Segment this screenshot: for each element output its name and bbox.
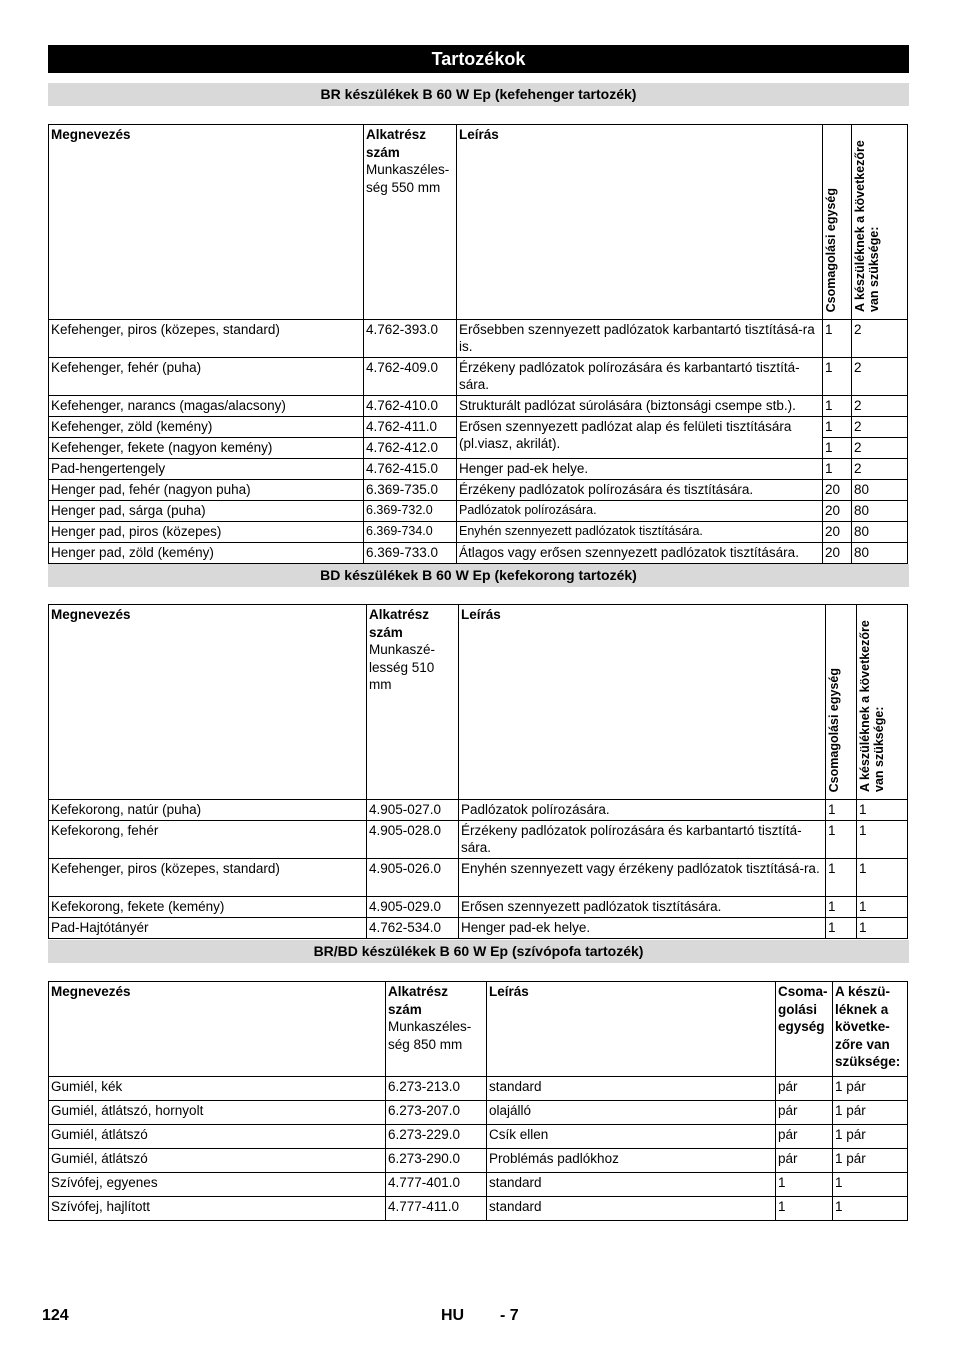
table-cell: 20 [823, 521, 852, 542]
table-cell: 1 [857, 799, 908, 820]
table-cell: Szívófej, hajlított [49, 1197, 386, 1221]
table-row [49, 1149, 908, 1173]
header-need: A készü-léknek a követke-zőre van szüksége: [833, 982, 908, 1077]
table-cell: standard [487, 1197, 776, 1221]
header-desc: Leírás [487, 982, 776, 1077]
table-cell: 1 [826, 896, 857, 917]
table-cell: 20 [823, 479, 852, 500]
table-cell: 1 [823, 458, 852, 479]
table-cell: standard [487, 1173, 776, 1197]
table-cell: 1 pár [833, 1149, 908, 1173]
header-part: Alkatrész szám Munkaszéles-ség 850 mm [386, 982, 487, 1077]
table-row [49, 799, 908, 820]
table-cell: 80 [852, 479, 908, 500]
table-cell: Henger pad, piros (közepes) [49, 521, 364, 542]
table-cell: pár [776, 1101, 833, 1125]
table-cell: Kefehenger, zöld (kemény) [49, 416, 364, 437]
table-cell: 4.762-409.0 [364, 357, 457, 395]
table-cell: 1 [823, 416, 852, 437]
table-cell: 1 [823, 357, 852, 395]
table-row [49, 1101, 908, 1125]
header-pack: Csomagolási egység [823, 125, 852, 320]
table-cell: 2 [852, 395, 908, 416]
table-cell: Pad-hengertengely [49, 458, 364, 479]
table-cell: 1 [857, 820, 908, 858]
table-cell: 4.905-028.0 [367, 820, 459, 858]
table-cell: Érzékeny padlózatok polírozására és tisztítására. [457, 479, 823, 500]
table-cell: Henger pad-ek helye. [457, 458, 823, 479]
header-pack: Csoma-golási egység [776, 982, 833, 1077]
table-cell: 4.905-027.0 [367, 799, 459, 820]
table-cell: pár [776, 1125, 833, 1149]
table-cell: Pad-Hajtótányér [49, 917, 367, 938]
table-cell: pár [776, 1149, 833, 1173]
table-cell: 4.905-029.0 [367, 896, 459, 917]
table-row [49, 357, 908, 395]
table-cell: 1 [823, 437, 852, 458]
table-cell: standard [487, 1077, 776, 1101]
table-cell: Henger pad, sárga (puha) [49, 500, 364, 521]
table-cell: Erősen szennyezett padlózat alap és felületi tisztítására (pl.viasz, akrilát). [457, 416, 823, 458]
table-cell: Gumiél, kék [49, 1077, 386, 1101]
table-cell: Enyhén szennyezett padlózatok tisztítására. [457, 521, 823, 542]
table-row [49, 1173, 908, 1197]
table-cell: 2 [852, 437, 908, 458]
table-cell: 1 pár [833, 1101, 908, 1125]
table-cell: 1 [833, 1173, 908, 1197]
page-title: Tartozékok [48, 45, 909, 73]
language-code: HU [441, 1307, 465, 1324]
table-cell: Henger pad, fehér (nagyon puha) [49, 479, 364, 500]
table-cell: 4.762-410.0 [364, 395, 457, 416]
table-cell: 20 [823, 542, 852, 563]
table-cell: Kefehenger, piros (közepes, standard) [49, 319, 364, 357]
table-row [49, 1077, 908, 1101]
table-cell: 1 [823, 319, 852, 357]
table-row [49, 1197, 908, 1221]
table-cell: Gumiél, átlátszó [49, 1149, 386, 1173]
table-cell: Kefehenger, fehér (puha) [49, 357, 364, 395]
header-desc: Leírás [459, 605, 826, 800]
table-cell: Henger pad-ek helye. [459, 917, 826, 938]
table-cell: Kefehenger, narancs (magas/alacsony) [49, 395, 364, 416]
table-cell: 4.762-415.0 [364, 458, 457, 479]
table-cell: 1 [833, 1197, 908, 1221]
table-row [49, 479, 908, 500]
table-row [49, 500, 908, 521]
table-row [49, 542, 908, 563]
table-cell: 4.777-411.0 [386, 1197, 487, 1221]
table-cell: 6.369-732.0 [364, 500, 457, 521]
table-cell: 1 [776, 1173, 833, 1197]
table-cell: 80 [852, 542, 908, 563]
table-cell: Erősen szennyezett padlózatok tisztítására. [459, 896, 826, 917]
table-cell: Problémás padlókhoz [487, 1149, 776, 1173]
table-cell: Gumiél, átlátszó [49, 1125, 386, 1149]
table-cell: 6.369-734.0 [364, 521, 457, 542]
header-name: Megnevezés [49, 125, 364, 320]
table-cell: 4.762-393.0 [364, 319, 457, 357]
table-row [49, 521, 908, 542]
table-cell: 1 [826, 858, 857, 896]
table-bd-accessories [48, 604, 908, 939]
header-part: Alkatrész szám Munkaszéles-ség 550 mm [364, 125, 457, 320]
table-cell: Gumiél, átlátszó, hornyolt [49, 1101, 386, 1125]
table-cell: pár [776, 1077, 833, 1101]
table-cell: Átlagos vagy erősen szennyezett padlózatok tisztítására. [457, 542, 823, 563]
table-cell: Kefekorong, natúr (puha) [49, 799, 367, 820]
header-name: Megnevezés [49, 982, 386, 1077]
table-br-accessories [48, 124, 908, 564]
table-cell: Kefehenger, piros (közepes, standard) [49, 858, 367, 896]
table-cell: Érzékeny padlózatok polírozására és karbantartó tisztítá-sára. [457, 357, 823, 395]
table-cell: 1 pár [833, 1125, 908, 1149]
table-cell: 1 [857, 858, 908, 896]
header-name: Megnevezés [49, 605, 367, 800]
table-cell: 6.273-290.0 [386, 1149, 487, 1173]
table-cell: 1 [826, 917, 857, 938]
header-desc: Leírás [457, 125, 823, 320]
table-cell: Szívófej, egyenes [49, 1173, 386, 1197]
table-cell: Enyhén szennyezett vagy érzékeny padlózatok tisztításá-ra. [459, 858, 826, 896]
table-cell: Csík ellen [487, 1125, 776, 1149]
table-cell: 80 [852, 500, 908, 521]
table-cell: Érzékeny padlózatok polírozására és karbantartó tisztítá-sára. [459, 820, 826, 858]
table-cell: 4.762-534.0 [367, 917, 459, 938]
table-cell: 6.369-733.0 [364, 542, 457, 563]
section-heading-bd: BD készülékek B 60 W Ep (kefekorong tartozék) [48, 564, 909, 587]
table-row [49, 917, 908, 938]
table-cell: 2 [852, 319, 908, 357]
header-need: A készüléknek a következőre van szüksége: [857, 605, 908, 800]
table-cell: 4.762-411.0 [364, 416, 457, 437]
table-row [49, 416, 908, 437]
table-cell: Erősebben szennyezett padlózatok karbantartó tisztításá-ra is. [457, 319, 823, 357]
table-cell: 4.905-026.0 [367, 858, 459, 896]
table-cell: 1 [826, 820, 857, 858]
table-cell: Padlózatok polírozására. [459, 799, 826, 820]
table-cell: Henger pad, zöld (kemény) [49, 542, 364, 563]
table-cell: 20 [823, 500, 852, 521]
table-cell: 1 pár [833, 1077, 908, 1101]
table-cell: 2 [852, 458, 908, 479]
table-brbd-accessories [48, 981, 908, 1221]
table-cell: Padlózatok polírozására. [457, 500, 823, 521]
table-row [49, 458, 908, 479]
table-cell: 1 [857, 896, 908, 917]
table-row [49, 820, 908, 858]
table-cell: 4.777-401.0 [386, 1173, 487, 1197]
table-cell: 1 [823, 395, 852, 416]
table-row [49, 395, 908, 416]
table-cell: Kefehenger, fekete (nagyon kemény) [49, 437, 364, 458]
table-cell: 6.273-207.0 [386, 1101, 487, 1125]
table-cell: Kefekorong, fekete (kemény) [49, 896, 367, 917]
page-number: 124 [42, 1307, 69, 1324]
table-row [49, 1125, 908, 1149]
table-cell: 80 [852, 521, 908, 542]
section-page-number: - 7 [500, 1307, 519, 1324]
section-heading-br: BR készülékek B 60 W Ep (kefehenger tartozék) [48, 83, 909, 106]
table-cell: olajálló [487, 1101, 776, 1125]
header-part: Alkatrész szám Munkaszé-lesség 510 mm [367, 605, 459, 800]
table-cell: Strukturált padlózat súrolására (biztonsági csempe stb.). [457, 395, 823, 416]
table-cell: 2 [852, 357, 908, 395]
table-cell: 1 [776, 1197, 833, 1221]
table-row [49, 858, 908, 896]
section-heading-brbd: BR/BD készülékek B 60 W Ep (szívópofa tartozék) [48, 940, 909, 963]
table-cell: 6.369-735.0 [364, 479, 457, 500]
table-cell: 6.273-213.0 [386, 1077, 487, 1101]
table-cell: 1 [857, 917, 908, 938]
table-row [49, 896, 908, 917]
table-cell: Kefekorong, fehér [49, 820, 367, 858]
table-cell: 6.273-229.0 [386, 1125, 487, 1149]
table-cell: 1 [826, 799, 857, 820]
table-cell: 2 [852, 416, 908, 437]
table-row [49, 319, 908, 357]
header-pack: Csomagolási egység [826, 605, 857, 800]
table-cell: 4.762-412.0 [364, 437, 457, 458]
header-need: A készüléknek a következőre van szüksége: [852, 125, 908, 320]
